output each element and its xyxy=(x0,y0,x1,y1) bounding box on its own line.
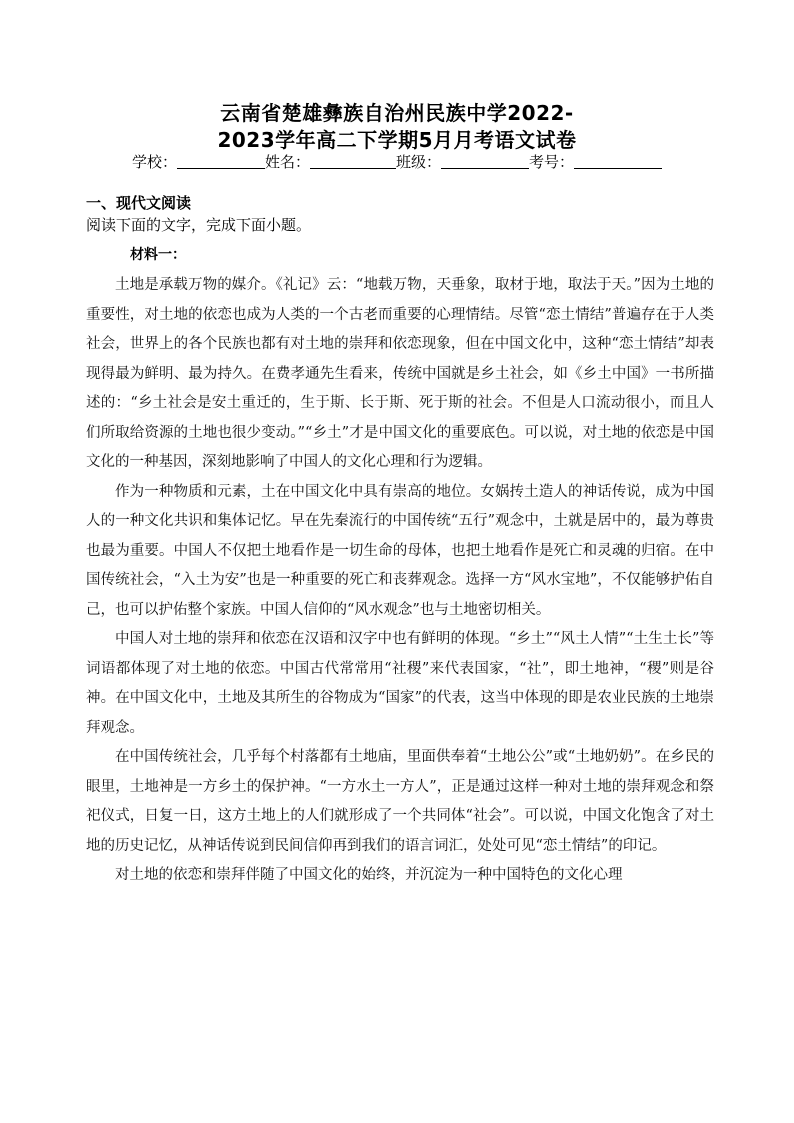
section-heading: 一、现代文阅读 xyxy=(86,194,192,212)
paragraph: 土地是承载万物的媒介。《礼记》云：“地载万物，天垂象，取材于地，取法于天。”因为土地的重要性，对土地的依恋也成为人类的一个古老而重要的心理情结。尽管“恋土情结”普遍存在于人类社会，世界上的各个民族也都有对土地的崇拜和依恋现象，但在中国文化中，这种“恋土情结”却表现得最为鲜明、最为持久。在费孝通先生看来，传统中国就是乡土社会，如《乡土中国》一书所描述的：“乡土社会是安土重迁的，生于斯、长于斯、死于斯的社会。不但是人口流动很小，而且人们所取给资源的土地也很少变动。”“乡土”才是中国文化的重要底色。可以说，对土地的依恋是中国文化的一种基因，深刻地影响了中国人的文化心理和行为逻辑。 xyxy=(86,277,714,470)
reading-passage xyxy=(86,271,714,891)
school-label: 学校： xyxy=(131,153,177,171)
paragraph: 对土地的依恋和崇拜伴随了中国文化的始终，并沉淀为一种中国特色的文化心理 xyxy=(115,867,623,883)
name-label: 姓名： xyxy=(264,153,310,171)
paragraph: 作为一种物质和元素，土在中国文化中具有崇高的地位。女娲抟土造人的神话传说，成为中国人的一种文化共识和集体记忆。早在先秦流行的中国传统“五行”观念中，土就是居中的，最为尊贵也最为重要。中国人不仅把土地看作是一切生命的母体，也把土地看作是死亡和灵魂的归宿。在中国传统社会，“入土为安”也是一种重要的死亡和丧葬观念。选择一方“风水宝地”，不仅能够护佑自己，也可以护佑整个家族。中国人信仰的“风水观念”也与土地密切相关。 xyxy=(86,483,714,618)
paragraph: 在中国传统社会，几乎每个村落都有土地庙，里面供奉着“土地公公”或“土地奶奶”。在乡民的眼里，土地神是一方乡土的保护神。“一方水土一方人”，正是通过这样一种对土地的崇拜观念和祭祀仪式，日复一日，这方土地上的人们就形成了一个共同体“社会”。可以说，中国文化饱含了对土地的历史记忆，从神话传说到民间信仰再到我们的语言词汇，处处可见“恋土情结”的印记。 xyxy=(86,749,714,854)
name-blank[interactable] xyxy=(310,154,396,169)
material-label: 材料一： xyxy=(130,247,186,263)
exam-title-line1: 云南省楚雄彝族自治州民族中学2022- xyxy=(220,101,574,125)
school-blank[interactable] xyxy=(177,154,265,169)
reading-instruction: 阅读下面的文字，完成下面小题。 xyxy=(86,216,312,234)
class-label: 班级： xyxy=(396,153,442,171)
class-blank[interactable] xyxy=(441,154,529,169)
exam-no-label: 考号： xyxy=(529,153,575,171)
exam-title-line2: 2023学年高二下学期5月月考语文试卷 xyxy=(217,128,577,152)
paragraph: 中国人对土地的崇拜和依恋在汉语和汉字中也有鲜明的体现。“乡土”“风土人情”“土生土长”等词语都体现了对土地的依恋。中国古代常常用“社稷”来代表国家，“社”，即土地神，“稷”则是谷神。在中国文化中，土地及其所生的谷物成为“国家”的代表，这当中体现的即是农业民族的土地崇拜观念。 xyxy=(86,631,714,736)
exam-no-blank[interactable] xyxy=(574,154,662,169)
student-info-line xyxy=(0,151,794,172)
